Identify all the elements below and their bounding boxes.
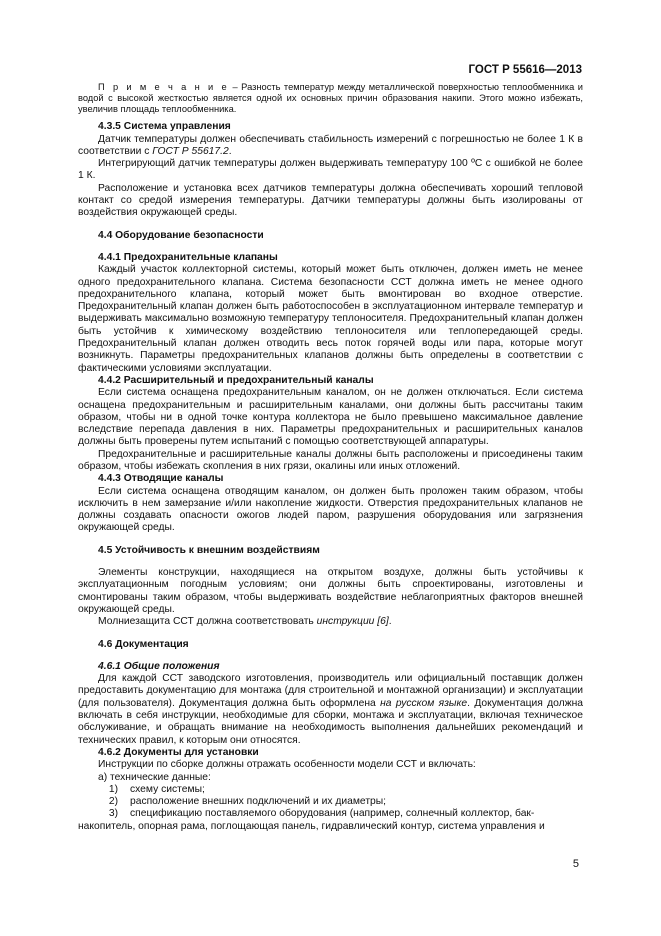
note-label: П р и м е ч а н и е <box>98 82 230 92</box>
note-paragraph <box>78 82 583 115</box>
document-code-header: ГОСТ Р 55616—2013 <box>468 64 582 76</box>
instruction-reference: инструкции [6] <box>316 616 389 628</box>
paragraph-expansion-channels: Если система оснащена предохранительным каналом, он не должен отключаться. Если система оснащена предохранительным и расширительным каналами, они должны быть рассчитаны таким образом, чтобы ни в одной точке контура коллектора не было превышено максимальное давление вследствие перепада давления в них. Параметры предохранительных и расширительных каналов должны быть проверены путем испытаний с помощью соответствующей аппаратуры. <box>78 387 583 448</box>
paragraph-lightning-protection <box>78 616 583 628</box>
heading-4-3-5: 4.3.5 Система управления <box>98 121 231 133</box>
text-span: . <box>467 697 470 709</box>
paragraph-sensor-accuracy <box>78 134 583 159</box>
heading-4-6: 4.6 Документация <box>98 638 189 650</box>
paragraph-safety-valves: Каждый участок коллекторной системы, который может быть отключен, должен иметь не менее одного предохранительного клапана. Система безопасности ССТ должна иметь не менее одного предохранительного клапана, который может быть вмонтирован во входное отверстие. Предохранительный клапан должен быть работоспособен в эксплуатационном интервале температур и выдерживать максимально возможную температуру теплоносителя. Предохранительный клапан должен быть устойчив к химическому воздействию теплоносителя или теплопередающей среды. Предохранительный клапан должен отводить весь поток горячей воды или пара, которые могут возникнуть. Параметры предохранительных клапанов должны быть определены в соответствии с фактическими условиями эксплуатации. <box>78 264 583 374</box>
text-span: Молниезащита ССТ должна соответствовать <box>98 616 317 628</box>
list-item-text: спецификацию поставляемого оборудования (например, солнечный коллектор, бак- <box>130 808 535 820</box>
heading-4-5: 4.5 Устойчивость к внешним воздействиям <box>98 544 320 556</box>
paragraph-integrating-sensor: Интегрирующий датчик температуры должен выдерживать температуру 100 ºС с ошибкой не более 1 К. <box>78 158 583 182</box>
list-item <box>78 808 583 820</box>
page-number: 5 <box>572 858 579 870</box>
list-item-number: 1) <box>108 783 118 795</box>
text-span: Документация должна включать в себя инструкции, необходимые для сборки, монтажа и эксплуатации, включая техническое обслуживание, и обращать внимание на необходимость выполнения дальнейших рекомендаций и технических правил, к которым они относятся. <box>78 697 583 746</box>
language-emphasis: на русском языке <box>380 697 468 709</box>
paragraph-weather-resistance: Элементы конструкции, находящиеся на открытом воздухе, должны быть устойчивы к эксплуатационным погодным условиям; они должны быть спроектированы, изготовлены и смонтированы таким образом, чтобы выдерживать воздействие неблагоприятных факторов внешней окружающей среды. <box>78 567 583 615</box>
paragraph-installation-docs: Инструкции по сборке должны отражать особенности модели ССТ и включать: <box>98 759 476 771</box>
paragraph-sensor-placement: Расположение и установка всех датчиков температуры должна обеспечивать хороший тепловой контакт со средой измерения температуры. Датчики температуры должны быть изолированы от воздействия окружающей среды. <box>78 182 583 219</box>
note-text: – Разность температур между металлической поверхностью теплообменника и водой с высокой жесткостью является одной их основных причин образования накипи. Этого можно избежать, увеличив площадь теплообменника. <box>78 82 583 115</box>
heading-4-6-1-text: 4.6.1 Общие положения <box>98 660 220 672</box>
list-item-text: расположение внешних подключений и их диаметры; <box>130 796 387 808</box>
heading-4-4-3: 4.4.3 Отводящие каналы <box>98 473 224 485</box>
list-item <box>78 796 583 808</box>
text-span: . <box>228 145 232 157</box>
standard-reference: ГОСТ Р 55617.2 <box>152 145 229 157</box>
list-item-text: схему системы; <box>130 783 205 795</box>
heading-4-4: 4.4 Оборудование безопасности <box>98 229 264 241</box>
list-item <box>78 784 583 796</box>
paragraph-general-provisions <box>78 673 583 747</box>
text-span: Датчик температуры должен обеспечивать стабильность измерений с погрешностью не более 1 К в соответствии с <box>78 133 583 157</box>
heading-4-4-1: 4.4.1 Предохранительные клапаны <box>98 251 278 263</box>
page-content <box>78 82 583 833</box>
text-span: . <box>388 616 392 628</box>
heading-4-6-1 <box>78 661 583 673</box>
text-span: Для каждой ССТ заводского изготовления, производитель или официальный поставщик должен предоставить документацию для монтажа (для строительной и монтажной организации) и эксплуатации (для пользователя). Документация должна быть оформлена <box>78 673 583 709</box>
heading-4-4-2: 4.4.2 Расширительный и предохранительный каналы <box>98 374 374 386</box>
list-subheading-a: а) технические данные: <box>98 771 211 783</box>
list-item-continuation: накопитель, опорная рама, поглощающая панель, гидравлический контур, система управления и <box>78 820 545 832</box>
paragraph-drain-channels: Если система оснащена отводящим каналом, он должен быть проложен таким образом, чтобы исключить в нем замерзание и/или накопление жидкости. Отверстия предохранительных клапанов не должны создавать опасности ожогов людей паром, разрушения оборудования или загрязнения окружающей среды. <box>78 485 583 534</box>
list-item-number: 3) <box>108 808 118 820</box>
paragraph-channel-placement: Предохранительные и расширительные каналы должны быть расположены и присоединены таким образом, чтобы избежать скопления в них грязи, окалины или иных отложений. <box>78 448 583 472</box>
list-item-number: 2) <box>108 796 118 808</box>
heading-4-6-2: 4.6.2 Документы для установки <box>98 746 259 758</box>
